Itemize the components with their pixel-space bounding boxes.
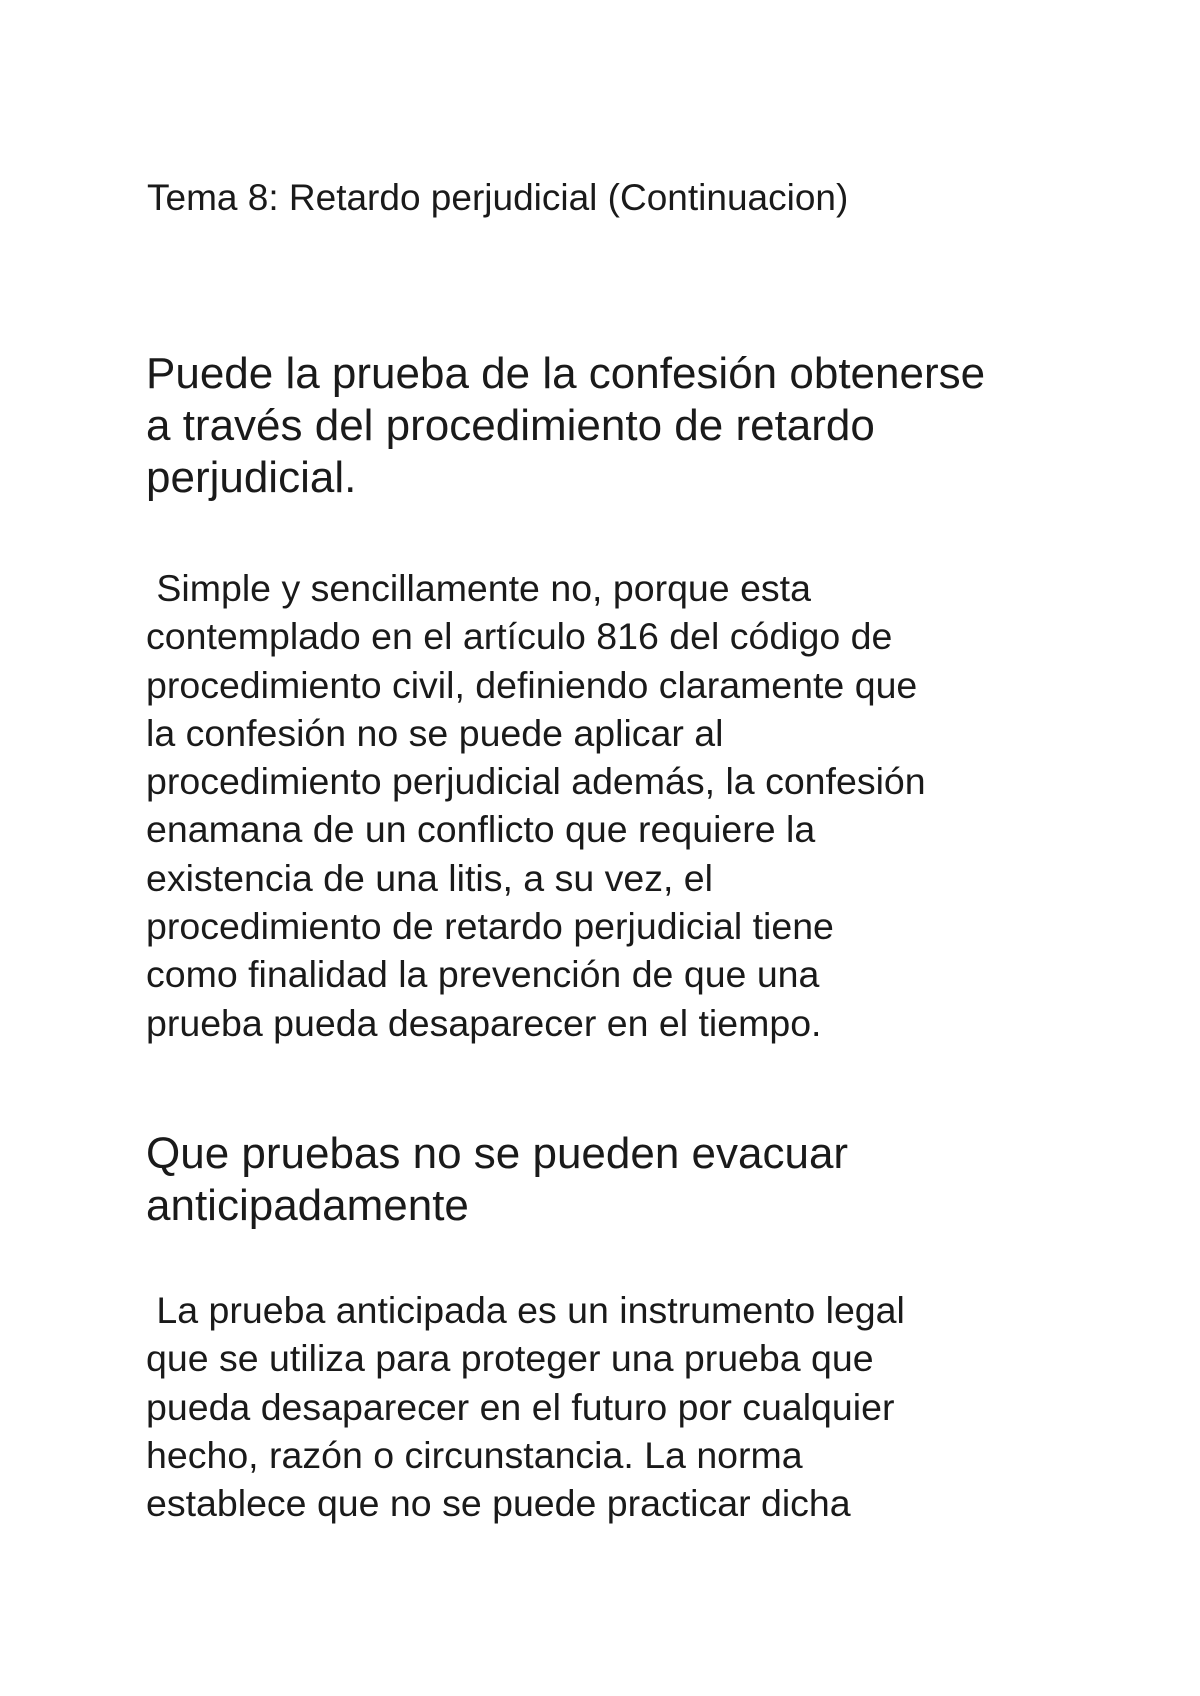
answer-1-line: procedimiento de retardo perjudicial tiene [146,905,834,948]
answer-1-line: procedimiento civil, definiendo claramente que [146,663,918,706]
answer-2-line: que se utiliza para proteger una prueba que [146,1337,874,1380]
answer-2-line: hecho, razón o circunstancia. La norma [146,1433,803,1476]
answer-1-line: enamana de un conflicto que requiere la [146,808,816,851]
answer-2-line: La prueba anticipada es un instrumento legal [146,1289,905,1331]
page-title: Tema 8: Retardo perjudicial (Continuacion) [147,177,849,218]
answer-1-line: Simple y sencillamente no, porque esta [146,567,811,609]
question-1-line: Puede la prueba de la confesión obtenerse [146,349,986,398]
question-1-line: a través del procedimiento de retardo [146,401,875,450]
answer-1-line: contemplado en el artículo 816 del código de [146,615,893,658]
question-2-line: Que pruebas no se pueden evacuar [146,1129,849,1178]
question-heading-2 [146,1128,1106,1232]
answer-1-line: procedimiento perjudicial además, la confesión [146,760,926,803]
answer-1-line: prueba pueda desaparecer en el tiempo. [146,1001,822,1044]
answer-paragraph-2 [146,1286,1106,1527]
question-2-line: anticipadamente [146,1181,469,1230]
answer-1-line: como finalidad la prevención de que una [146,953,820,996]
question-1-line: perjudicial. [146,453,357,502]
answer-2-line: establece que no se puede practicar dicha [146,1482,851,1525]
answer-1-line: la confesión no se puede aplicar al [146,711,724,754]
answer-paragraph-1 [146,564,1106,1047]
answer-1-line: existencia de una litis, a su vez, el [146,856,713,899]
answer-2-line: pueda desaparecer en el futuro por cualquier [146,1385,895,1428]
question-heading-1 [146,348,1106,504]
